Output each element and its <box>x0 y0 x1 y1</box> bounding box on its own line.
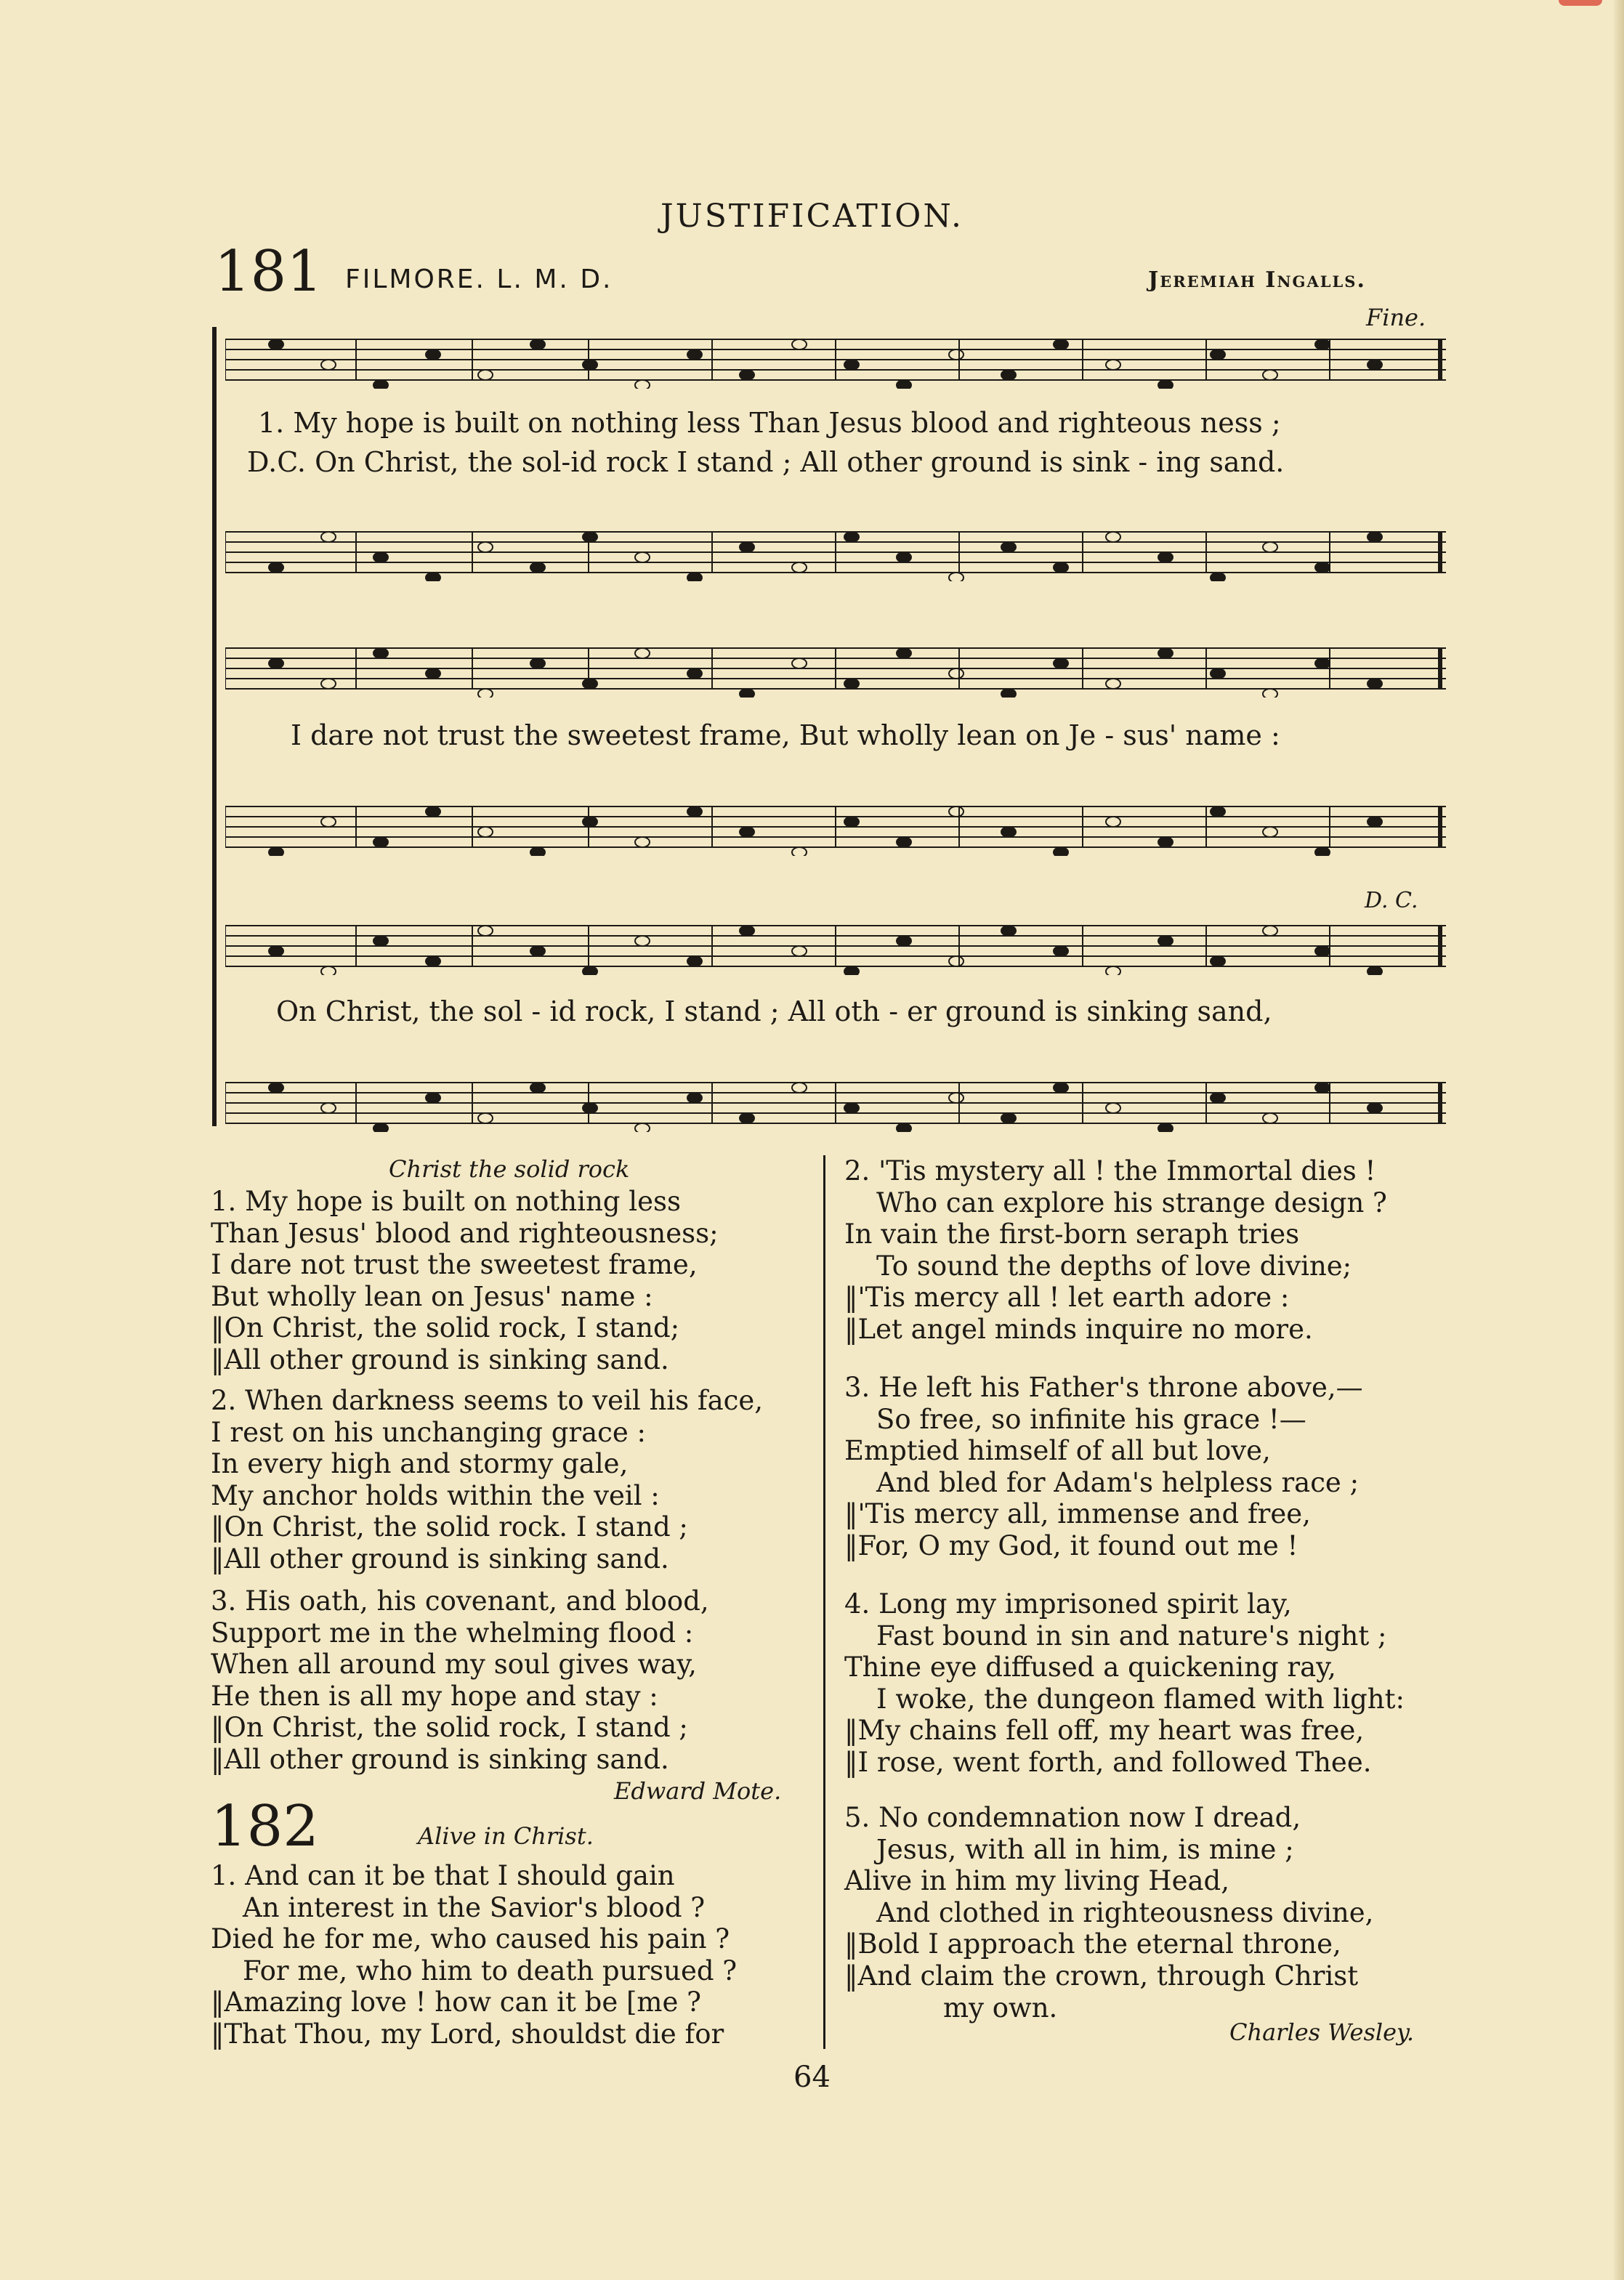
note-head <box>321 532 336 542</box>
verse-line: 4. Long my imprisoned spirit lay, <box>844 1588 1292 1620</box>
note-head <box>740 926 754 936</box>
note-head <box>1263 542 1277 552</box>
verse-line: In every high and stormy gale, <box>211 1448 629 1480</box>
note-head <box>1054 658 1068 668</box>
tune-name: FILMORE. L. M. D. <box>345 264 613 294</box>
note-head <box>1368 1103 1382 1113</box>
note-head <box>1106 679 1120 689</box>
verse-line: And bled for Adam's helpless race ; <box>876 1466 1360 1498</box>
note-head <box>1211 668 1225 679</box>
note-head <box>1054 562 1068 573</box>
hymn-181-stanza-3 <box>211 1585 709 1776</box>
note-head <box>530 847 545 856</box>
system-1-bass <box>225 523 1446 581</box>
verse-line: Support me in the whelming flood : <box>211 1617 694 1649</box>
note-head <box>373 837 388 847</box>
verse-line: Fast bound in sin and nature's night ; <box>876 1620 1387 1652</box>
note-head <box>1315 847 1330 856</box>
note-head <box>1368 679 1382 689</box>
note-head <box>740 542 754 552</box>
verse-line: My anchor holds within the veil : <box>211 1479 660 1511</box>
note-head <box>635 380 650 389</box>
note-head <box>321 817 336 827</box>
note-head <box>844 679 859 689</box>
verse-line: For me, who him to death pursued ? <box>243 1954 738 1986</box>
note-head <box>687 807 702 817</box>
verse-line: To sound the depths of love divine; <box>876 1250 1352 1282</box>
note-head <box>373 936 388 946</box>
note-head <box>1211 1093 1225 1103</box>
note-head <box>897 837 911 847</box>
note-head <box>269 562 283 573</box>
note-head <box>583 360 597 370</box>
note-head <box>949 807 964 817</box>
note-head <box>687 956 702 966</box>
note-head <box>1001 1113 1016 1123</box>
hymn-182-stanza-5 <box>844 1802 1373 2024</box>
note-head <box>1106 966 1120 975</box>
note-head <box>1106 360 1120 370</box>
note-head <box>1315 562 1330 573</box>
verse-line: But wholly lean on Jesus' name : <box>211 1280 653 1312</box>
note-head <box>949 1093 964 1103</box>
verse-line: I rest on his unchanging grace : <box>211 1416 647 1448</box>
note-head <box>635 648 650 658</box>
note-head <box>1263 827 1277 837</box>
verse-line: Jesus, with all in him, is mine ; <box>876 1833 1294 1865</box>
verse-line: ‖'Tis mercy all, immense and free, <box>844 1498 1311 1530</box>
note-head <box>426 956 440 966</box>
note-head <box>740 689 754 698</box>
note-head <box>583 679 597 689</box>
note-head <box>530 658 545 668</box>
note-head <box>844 1103 859 1113</box>
music-lyric-line: D.C. On Christ, the sol-id rock I stand ; All other ground is sink - ing sand. <box>247 446 1285 478</box>
verse-line: ‖Bold I approach the eternal throne, <box>844 1928 1341 1960</box>
verse-line: ‖I rose, went forth, and followed Thee. <box>844 1746 1372 1778</box>
system-3-bass <box>225 1074 1446 1132</box>
note-head <box>1368 532 1382 542</box>
note-head <box>321 1103 336 1113</box>
dc-marking: D. C. <box>1365 888 1418 913</box>
note-head <box>583 817 597 827</box>
verse-line: Died he for me, who caused his pain ? <box>211 1923 730 1955</box>
verse-line: And clothed in righteousness divine, <box>876 1896 1374 1928</box>
note-head <box>1158 1123 1173 1132</box>
note-head <box>1211 956 1225 966</box>
note-head <box>844 817 859 827</box>
note-head <box>949 349 964 360</box>
note-head <box>844 360 859 370</box>
hymn-181-stanza-2 <box>211 1385 763 1575</box>
note-head <box>373 648 388 658</box>
note-head <box>1368 966 1382 975</box>
note-head <box>1263 370 1277 380</box>
hymn-182-stanza-2 <box>844 1155 1387 1346</box>
music-lyric-line: On Christ, the sol - id rock, I stand ; All oth - er ground is sinking sand, <box>276 995 1272 1027</box>
note-head <box>1158 648 1173 658</box>
verse-line: An interest in the Savior's blood ? <box>243 1891 706 1923</box>
note-head <box>269 946 283 956</box>
note-head <box>1158 380 1173 389</box>
note-head <box>687 668 702 679</box>
hymn-182-stanza-3 <box>844 1372 1363 1562</box>
music-lyric-line: I dare not trust the sweetest frame, But wholly lean on Je - sus' name : <box>291 719 1280 751</box>
note-head <box>583 966 597 975</box>
hymn-181-stanza-1 <box>211 1186 719 1376</box>
note-head <box>1315 946 1330 956</box>
note-head <box>792 562 807 573</box>
running-head: JUSTIFICATION. <box>660 198 964 235</box>
note-head <box>478 542 493 552</box>
note-head <box>897 936 911 946</box>
verse-line: 3. His oath, his covenant, and blood, <box>211 1585 709 1617</box>
note-head <box>1001 926 1016 936</box>
note-head <box>426 349 440 360</box>
fine-marking: Fine. <box>1366 304 1426 331</box>
note-head <box>1211 807 1225 817</box>
note-head <box>373 1123 388 1132</box>
system-2-treble <box>225 639 1446 698</box>
note-head <box>1106 1103 1120 1113</box>
verse-line: He then is all my hope and stay : <box>211 1680 658 1712</box>
note-head <box>949 956 964 966</box>
note-head <box>792 847 807 856</box>
note-head <box>1315 658 1330 668</box>
note-head <box>1001 370 1016 380</box>
note-head <box>373 380 388 389</box>
verse-line: ‖Amazing love ! how can it be [me ? <box>211 1986 701 2018</box>
note-head <box>897 380 911 389</box>
score-bracket <box>212 327 217 1126</box>
note-head <box>792 339 807 349</box>
verse-line: ‖That Thou, my Lord, shouldst die for <box>211 2018 724 2050</box>
note-head <box>792 946 807 956</box>
verse-line: Thine eye diffused a quickening ray, <box>844 1652 1336 1683</box>
note-head <box>1315 1083 1330 1093</box>
note-head <box>1263 1113 1277 1123</box>
system-1-treble <box>225 331 1446 389</box>
note-head <box>1158 936 1173 946</box>
system-3-treble <box>225 917 1446 975</box>
note-head <box>740 827 754 837</box>
composer: Jeremiah Ingalls. <box>1148 267 1366 293</box>
verse-line: 5. No condemnation now I dread, <box>844 1802 1301 1833</box>
note-head <box>269 847 283 856</box>
note-head <box>1263 689 1277 698</box>
note-head <box>1001 689 1016 698</box>
hymn-182-stanza-1 <box>211 1860 737 2050</box>
note-head <box>844 532 859 542</box>
note-head <box>530 562 545 573</box>
note-head <box>426 668 440 679</box>
note-head <box>426 1093 440 1103</box>
note-head <box>478 689 493 698</box>
verse-line: Alive in him my living Head, <box>844 1865 1229 1897</box>
note-head <box>635 552 650 562</box>
verse-line: ‖Let angel minds inquire no more. <box>844 1313 1313 1345</box>
verse-line: Emptied himself of all but love, <box>844 1435 1271 1467</box>
note-head <box>635 1123 650 1132</box>
note-head <box>1315 339 1330 349</box>
verse-line: In vain the first-born seraph tries <box>844 1218 1300 1250</box>
note-head <box>1263 926 1277 936</box>
verse-line: ‖My chains fell off, my heart was free, <box>844 1715 1365 1747</box>
note-head <box>583 1103 597 1113</box>
corner-mark <box>1559 0 1602 6</box>
verse-line: my own. <box>943 1992 1058 2024</box>
verse-line: ‖On Christ, the solid rock, I stand; <box>211 1312 680 1344</box>
verse-line: ‖All other ground is sinking sand. <box>211 1343 669 1375</box>
note-head <box>740 1113 754 1123</box>
verse-line: 2. 'Tis mystery all ! the Immortal dies ! <box>844 1155 1376 1187</box>
note-head <box>687 1093 702 1103</box>
note-head <box>949 668 964 679</box>
note-head <box>897 1123 911 1132</box>
verse-line: When all around my soul gives way, <box>211 1649 697 1681</box>
note-head <box>478 370 493 380</box>
note-head <box>844 966 859 975</box>
note-head <box>1158 837 1173 847</box>
note-head <box>1106 532 1120 542</box>
note-head <box>1001 542 1016 552</box>
hymn-number-182: 182 <box>211 1794 319 1859</box>
note-head <box>1054 339 1068 349</box>
note-head <box>949 573 964 581</box>
verse-line: ‖All other ground is sinking sand. <box>211 1743 669 1775</box>
verse-line: Than Jesus' blood and righteousness; <box>211 1217 719 1249</box>
hymn-subtitle: Alive in Christ. <box>418 1822 594 1850</box>
column-divider <box>823 1155 825 2049</box>
verse-line: So free, so infinite his grace !— <box>876 1403 1306 1435</box>
note-head <box>478 926 493 936</box>
verse-line: I woke, the dungeon flamed with light: <box>876 1683 1405 1715</box>
note-head <box>426 807 440 817</box>
note-head <box>1368 360 1382 370</box>
note-head <box>687 349 702 360</box>
verse-line: ‖All other ground is sinking sand. <box>211 1543 669 1574</box>
note-head <box>269 1083 283 1093</box>
note-head <box>478 827 493 837</box>
note-head <box>1001 827 1016 837</box>
verse-line: ‖And claim the crown, through Christ <box>844 1960 1359 1992</box>
hymn-181-author: Edward Mote. <box>614 1777 782 1805</box>
note-head <box>530 339 545 349</box>
note-head <box>1211 349 1225 360</box>
verse-line: 3. He left his Father's throne above,— <box>844 1372 1363 1403</box>
note-head <box>792 1083 807 1093</box>
music-lyric-line: 1. My hope is built on nothing less Than Jesus blood and righteous ness ; <box>258 407 1281 439</box>
note-head <box>1054 946 1068 956</box>
note-head <box>1368 817 1382 827</box>
hymn-number-181: 181 <box>214 239 323 304</box>
note-head <box>321 679 336 689</box>
verse-line: ‖For, O my God, it found out me ! <box>844 1529 1298 1561</box>
hymn-subtitle: Christ the solid rock <box>389 1155 630 1183</box>
note-head <box>897 552 911 562</box>
note-head <box>740 370 754 380</box>
note-head <box>635 837 650 847</box>
verse-line: ‖On Christ, the solid rock, I stand ; <box>211 1712 688 1744</box>
note-head <box>373 552 388 562</box>
note-head <box>1054 1083 1068 1093</box>
note-head <box>321 360 336 370</box>
verse-line: 1. My hope is built on nothing less <box>211 1186 681 1217</box>
note-head <box>635 936 650 946</box>
hymn-182-stanza-4 <box>844 1588 1405 1779</box>
note-head <box>530 1083 545 1093</box>
note-head <box>792 658 807 668</box>
hymn-182-author: Charles Wesley. <box>1229 2018 1415 2046</box>
verse-line: ‖'Tis mercy all ! let earth adore : <box>844 1282 1290 1314</box>
note-head <box>583 532 597 542</box>
note-head <box>426 573 440 581</box>
verse-line: 1. And can it be that I should gain <box>211 1860 675 1891</box>
note-head <box>897 648 911 658</box>
note-head <box>321 966 336 975</box>
system-2-bass <box>225 798 1446 856</box>
note-head <box>530 946 545 956</box>
page-number: 64 <box>793 2061 831 2094</box>
note-head <box>1211 573 1225 581</box>
note-head <box>269 658 283 668</box>
note-head <box>687 573 702 581</box>
verse-line: 2. When darkness seems to veil his face, <box>211 1385 764 1416</box>
note-head <box>478 1113 493 1123</box>
verse-line: ‖On Christ, the solid rock. I stand ; <box>211 1511 688 1543</box>
note-head <box>1158 552 1173 562</box>
verse-line: Who can explore his strange design ? <box>876 1187 1387 1218</box>
page-edge <box>1614 0 1624 2280</box>
verse-line: I dare not trust the sweetest frame, <box>211 1249 698 1281</box>
note-head <box>269 339 283 349</box>
note-head <box>1106 817 1120 827</box>
note-head <box>1054 847 1068 856</box>
